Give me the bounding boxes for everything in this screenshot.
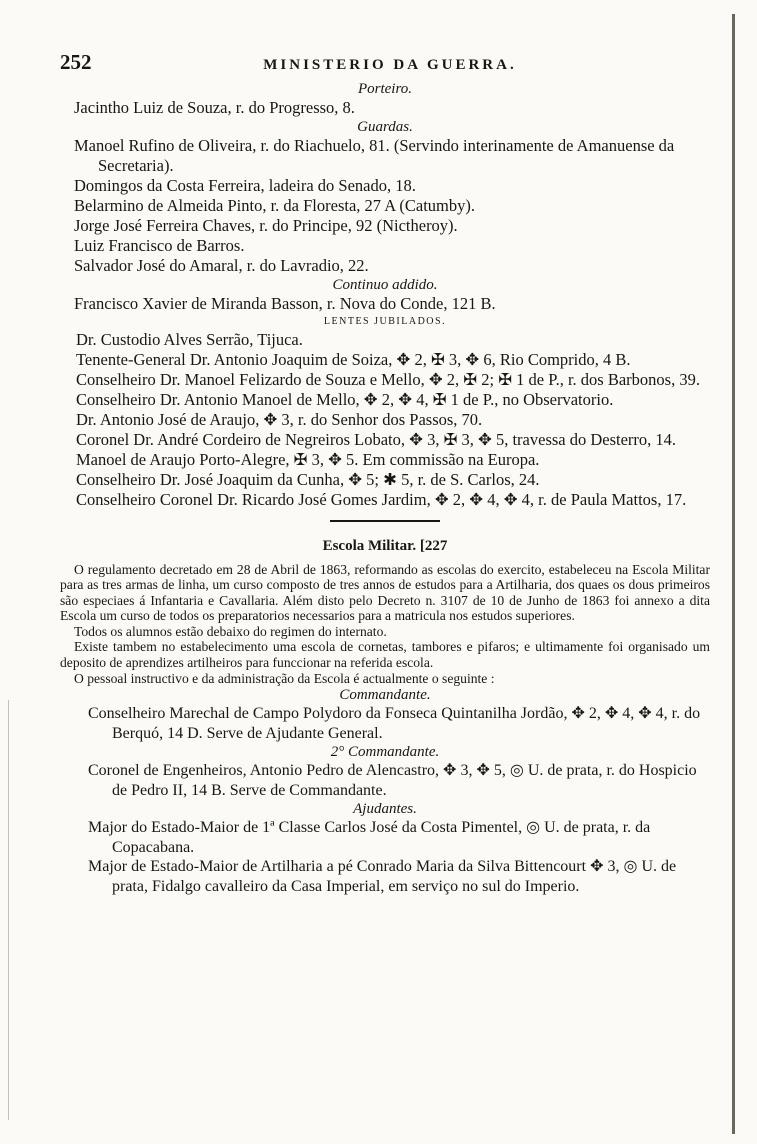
paragraph: O pessoal instructivo e da administração da Escola é actualmente o seguinte : [74,670,495,686]
heading-lentes: LENTES JUBILADOS. [323,316,447,327]
page-number: 252 [60,50,92,74]
list-item: Major do Estado-Maior de 1ª Classe Carlos José da Costa Pimentel, ◎ U. de prata, r. da Copacabana. [88,819,651,856]
section-title-escola: Escola Militar. [227 [322,537,448,554]
list-item: Dr. Antonio José de Araujo, ✥ 3, r. do Senhor dos Passos, 70. [76,410,483,429]
paragraph: Existe tambem no estabelecimento uma escola de cornetas, tambores e pifaros; e ultimamente foi organisado um deposito de aprendizes artilheiros para funccionar na referida escola. [60,639,710,671]
list-item: Dr. Custodio Alves Serrão, Tijuca. [76,330,303,349]
list-item: Conselheiro Coronel Dr. Ricardo José Gomes Jardim, ✥ 2, ✥ 4, ✥ 4, r. de Paula Mattos, 17. [76,490,687,509]
list-item: Domingos da Costa Ferreira, ladeira do Senado, 18. [74,176,416,195]
section-divider [330,520,440,522]
heading-guardas: Guardas. [357,119,413,135]
heading-ajudantes: Ajudantes. [353,801,417,818]
heading-continuo: Continuo addido. [332,277,438,293]
list-item: Conselheiro Dr. Manoel Felizardo de Souza e Mello, ✥ 2, ✠ 2; ✠ 1 de P., r. dos Barbonos, 39. [76,370,700,389]
heading-segundo-commandante: 2° Commandante. [330,744,440,761]
document-page [60,50,710,896]
list-item: Conselheiro Dr. José Joaquim da Cunha, ✥ 5; ✱ 5, r. de S. Carlos, 24. [76,470,540,489]
list-item: Jorge José Ferreira Chaves, r. do Principe, 92 (Nictheroy). [74,216,458,235]
list-item: Luiz Francisco de Barros. [74,236,245,255]
heading-commandante: Commandante. [339,687,431,704]
list-item: Jacintho Luiz de Souza, r. do Progresso, 8. [74,98,355,117]
page-edge-right [732,14,735,1134]
list-item: Belarmino de Almeida Pinto, r. da Floresta, 27 A (Catumby). [74,196,475,215]
list-item: Conselheiro Marechal de Campo Polydoro da Fonseca Quintanilha Jordão, ✥ 2, ✥ 4, ✥ 4, r. do Berquó, 14 D. Serve de Ajudante General. [88,705,701,742]
list-item: Manoel Rufino de Oliveira, r. do Riachuelo, 81. (Servindo interinamente de Amanuense da Secretaria). [74,136,675,175]
list-item: Francisco Xavier de Miranda Basson, r. Nova do Conde, 121 B. [74,294,496,313]
paragraph: Todos os alumnos estão debaixo do regimen do internato. [74,623,387,639]
heading-porteiro: Porteiro. [357,81,413,97]
list-item: Coronel Dr. André Cordeiro de Negreiros Lobato, ✥ 3, ✠ 3, ✥ 5, travessa do Desterro, 14. [76,430,677,449]
page-edge-left [8,700,9,1120]
list-item: Coronel de Engenheiros, Antonio Pedro de Alencastro, ✥ 3, ✥ 5, ◎ U. de prata, r. do Hospicio de Pedro II, 14 B. Serve de Commandante. [88,762,697,799]
page-header [60,50,710,80]
list-item: Conselheiro Dr. Antonio Manoel de Mello, ✥ 2, ✥ 4, ✠ 1 de P., no Observatorio. [76,390,614,409]
paragraph: O regulamento decretado em 28 de Abril de 1863, reformando as escolas do exercito, estabeleceu na Escola Militar para as tres armas de linha, um curso composto de tres annos de estudos para a Artilharia, dos quaes os dous primeiros são especiaes á Infantaria e Cavallaria. Além disto pelo Decreto n. 3107 de 10 de Junho de 1863 foi annexo a dita Escola um curso de todos os preparatorios necessarios para a matricula nos estudos superiores. [60,561,710,624]
list-item: Manoel de Araujo Porto-Alegre, ✠ 3, ✥ 5. Em commissão na Europa. [76,450,540,469]
list-item: Major de Estado-Maior de Artilharia a pé Conrado Maria da Silva Bittencourt ✥ 3, ◎ U. de prata, Fidalgo cavalleiro da Casa Imperial, em serviço no sul do Imperio. [88,858,677,895]
list-item: Salvador José do Amaral, r. do Lavradio, 22. [74,256,369,275]
running-title: MINISTERIO DA GUERRA. [263,57,517,73]
list-item: Tenente-General Dr. Antonio Joaquim de Soiza, ✥ 2, ✠ 3, ✥ 6, Rio Comprido, 4 B. [76,350,631,369]
